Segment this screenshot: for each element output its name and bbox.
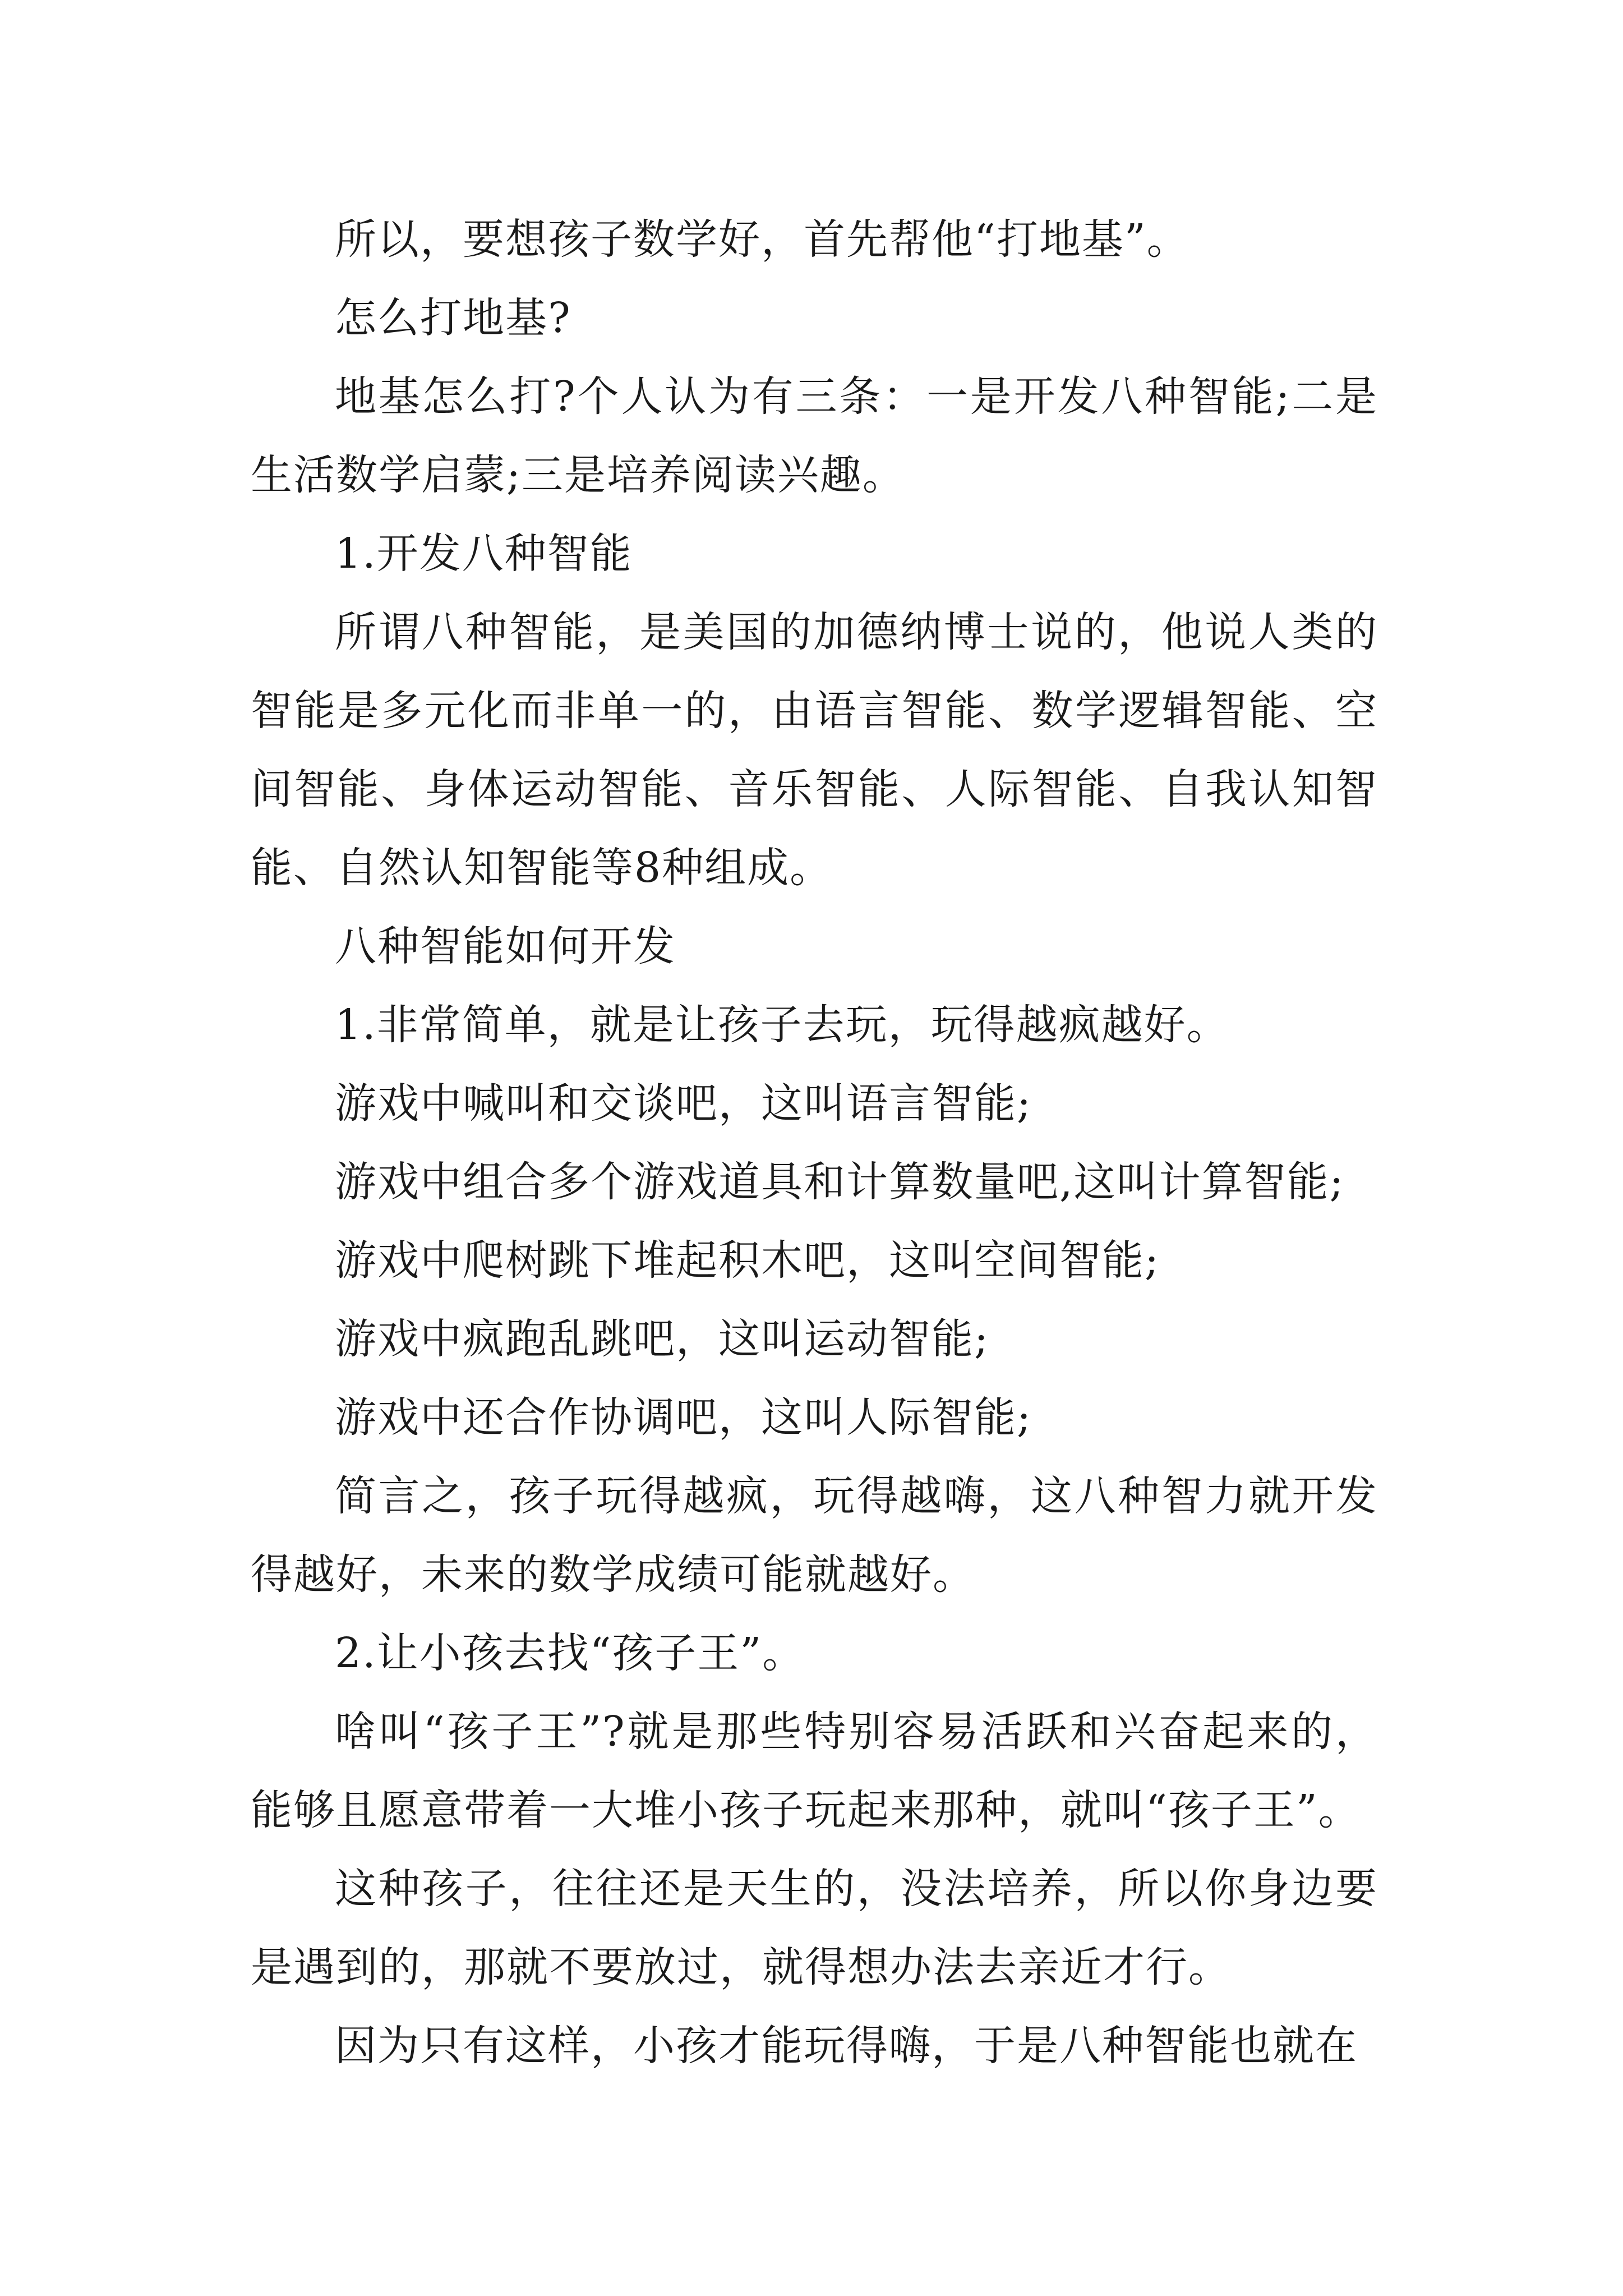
list-item: 1.非常简单，就是让孩子去玩，玩得越疯越好。 <box>335 1001 1229 1049</box>
paragraph: 啥叫“孩子王”?就是那些特别容易活跃和兴奋起来的，能够且愿意带着一大堆小孩子玩起来那种，就叫“孩子王”。 <box>251 1708 1378 1834</box>
list-item: 游戏中疯跑乱跳吧，这叫运动智能; <box>335 1315 989 1363</box>
paragraph: 所以，要想孩子数学好，首先帮他“打地基”。 <box>335 215 1189 264</box>
paragraph: 简言之，孩子玩得越疯，玩得越嗨，这八种智力就开发得越好，未来的数学成绩可能就越好。 <box>251 1472 1378 1599</box>
paragraph: 怎么打地基? <box>335 294 571 342</box>
paragraph: 地基怎么打?个人认为有三条：一是开发八种智能;二是生活数学启蒙;三是培养阅读兴趣。 <box>251 372 1378 499</box>
subheading: 八种智能如何开发 <box>335 922 676 970</box>
list-item: 游戏中喊叫和交谈吧，这叫语言智能; <box>335 1079 1032 1128</box>
paragraph: 这种孩子，往往还是天生的，没法培养，所以你身边要是遇到的，那就不要放过，就得想办法去亲近才行。 <box>251 1865 1378 1991</box>
paragraph: 因为只有这样，小孩才能玩得嗨，于是八种智能也就在 <box>335 2022 1358 2070</box>
list-item: 游戏中爬树跳下堆起积木吧，这叫空间智能; <box>335 1236 1160 1285</box>
list-item: 2.让小孩去找“孩子王”。 <box>335 1629 805 1677</box>
list-item: 游戏中还合作协调吧，这叫人际智能; <box>335 1393 1032 1442</box>
paragraph: 所谓八种智能，是美国的加德纳博士说的，他说人类的智能是多元化而非单一的，由语言智能、数学逻辑智能、空间智能、身体运动智能、音乐智能、人际智能、自我认知智能、自然认知智能等8种组成。 <box>251 608 1378 892</box>
section-heading: 1.开发八种智能 <box>335 530 633 578</box>
list-item: 游戏中组合多个游戏道具和计算数量吧,这叫计算智能; <box>335 1158 1345 1206</box>
body-text <box>251 200 1378 2085</box>
